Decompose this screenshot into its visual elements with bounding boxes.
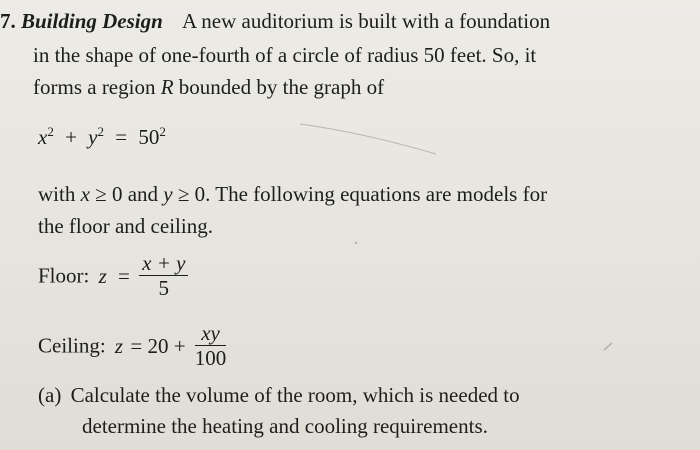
ceiling-denominator: 100 [194, 346, 227, 370]
cond-ge-and: ≥ 0 and [95, 182, 159, 206]
problem-title: Building Design [21, 9, 163, 33]
eq-plus: + [65, 125, 77, 149]
problem-number: 7. [0, 9, 16, 33]
eq-rhs-base: 50 [138, 125, 160, 149]
ceiling-label: Ceiling: [38, 333, 106, 358]
cond-pre: with [38, 182, 76, 206]
cond-y: y [163, 182, 173, 206]
eq-equals: = [115, 125, 128, 149]
intro-line-3-pre: forms a region [33, 75, 156, 99]
eq-x: x [38, 125, 48, 149]
floor-denominator: 5 [158, 276, 170, 300]
part-a-line-2: determine the heating and cooling requirements. [82, 414, 488, 438]
ceiling-z: z [114, 333, 124, 358]
eq-y: y [88, 125, 98, 149]
floor-z: z [98, 263, 107, 288]
cond-x: x [80, 182, 90, 206]
conditions-line-2: the floor and ceiling. [38, 214, 213, 238]
floor-equals: = [118, 263, 130, 288]
eq-y-exponent: 2 [97, 124, 104, 139]
floor-label: Floor: [38, 263, 90, 288]
part-a-label: (a) [38, 383, 62, 407]
floor-numerator: x + y [139, 252, 188, 276]
region-variable: R [160, 75, 174, 99]
ceiling-numerator: xy [195, 322, 227, 346]
eq-x-exponent: 2 [47, 124, 54, 139]
cond-rest: ≥ 0. The following equations are models for [177, 182, 548, 206]
intro-line-2: in the shape of one-fourth of a circle of radius 50 feet. So, it [33, 43, 537, 67]
eq-rhs-exponent: 2 [159, 124, 166, 139]
part-a-text-1: Calculate the volume of the room, which is needed to [70, 383, 520, 407]
ceiling-rhs: = 20 + [130, 333, 186, 358]
intro-line-3-post: bounded by the graph of [178, 75, 385, 99]
intro-line-1: A new auditorium is built with a foundation [182, 9, 551, 33]
